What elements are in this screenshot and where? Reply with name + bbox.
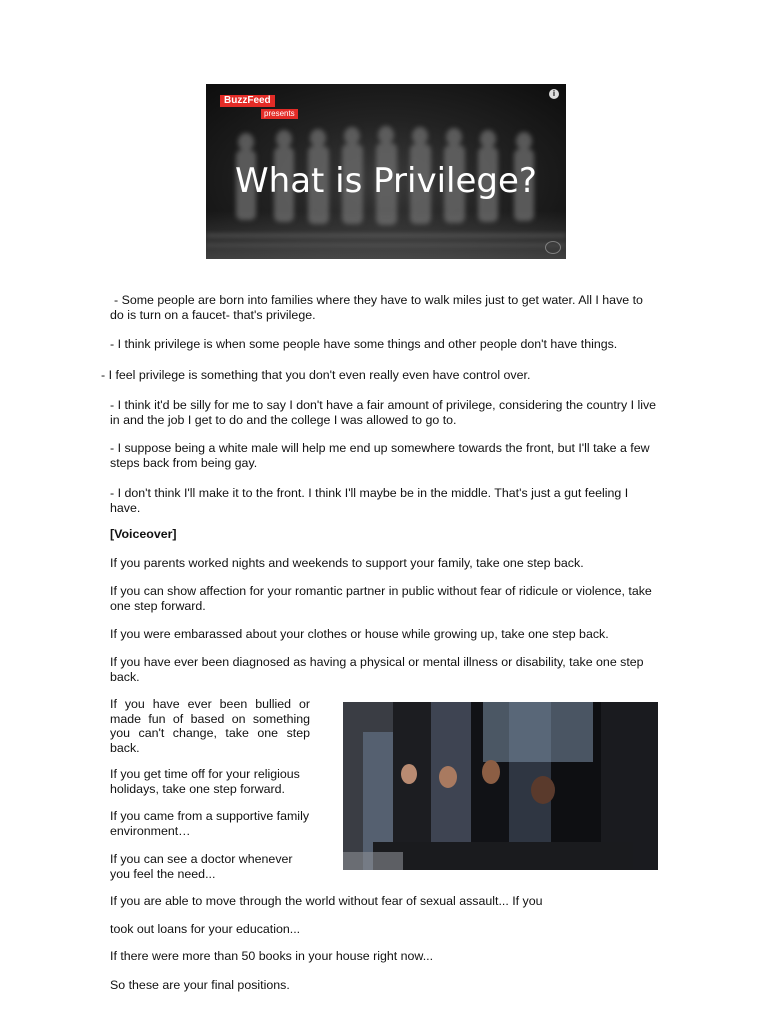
voiceover-line: took out loans for your education... [110, 922, 301, 936]
quote-paragraph: - I think it'd be silly for me to say I don't have a fair amount of privilege, considering the country I live in and the job I get to do and the college I was allowed to go to. [110, 398, 657, 427]
holding-hands-photo [343, 702, 658, 870]
voiceover-line: If you get time off for your religious holidays, take one step forward. [110, 767, 300, 796]
voiceover-line: If you were embarassed about your clothes or house while growing up, take one step back. [110, 627, 609, 641]
quote-paragraph: - I think privilege is when some people have some things and other people don't have things. [110, 337, 618, 351]
voiceover-line: If you can show affection for your romantic partner in public without fear of ridicule or violence, take one step forward. [110, 584, 652, 613]
voiceover-line: If you have ever been diagnosed as having a physical or mental illness or disability, take one step back. [110, 655, 644, 684]
video-thumbnail[interactable] [206, 84, 566, 259]
voiceover-heading: [Voiceover] [110, 527, 177, 541]
voiceover-line: If there were more than 50 books in your house right now... [110, 949, 434, 963]
voiceover-line: If you parents worked nights and weekends to support your family, take one step back. [110, 556, 584, 570]
info-icon[interactable]: i [549, 89, 559, 99]
quote-paragraph: - I suppose being a white male will help me end up somewhere towards the front, but I'll take a few steps back from being gay. [110, 441, 650, 470]
quote-paragraph: - Some people are born into families where they have to walk miles just to get water. All I have to do is turn on a faucet- that's privilege. [110, 293, 643, 322]
video-title: What is Privilege? [235, 161, 537, 201]
voiceover-line: So these are your final positions. [110, 978, 290, 992]
watermark-icon [545, 241, 561, 254]
voiceover-line: If you came from a supportive family environment… [110, 809, 310, 838]
voiceover-line: If you can see a doctor whenever you feel the need... [110, 852, 293, 881]
quote-paragraph: - I don't think I'll make it to the front. I think I'll maybe be in the middle. That's just a gut feeling I have. [110, 486, 629, 515]
buzzfeed-logo: BuzzFeed [220, 95, 275, 107]
floor-shading [206, 211, 566, 259]
voiceover-line: If you are able to move through the world without fear of sexual assault... If you [110, 894, 543, 908]
presents-tag: presents [261, 109, 298, 119]
voiceover-line: If you have ever been bullied or made fun of based on something you can't change, take one step back. [110, 697, 310, 755]
quote-paragraph: - I feel privilege is something that you don't even really even have control over. [101, 368, 531, 382]
